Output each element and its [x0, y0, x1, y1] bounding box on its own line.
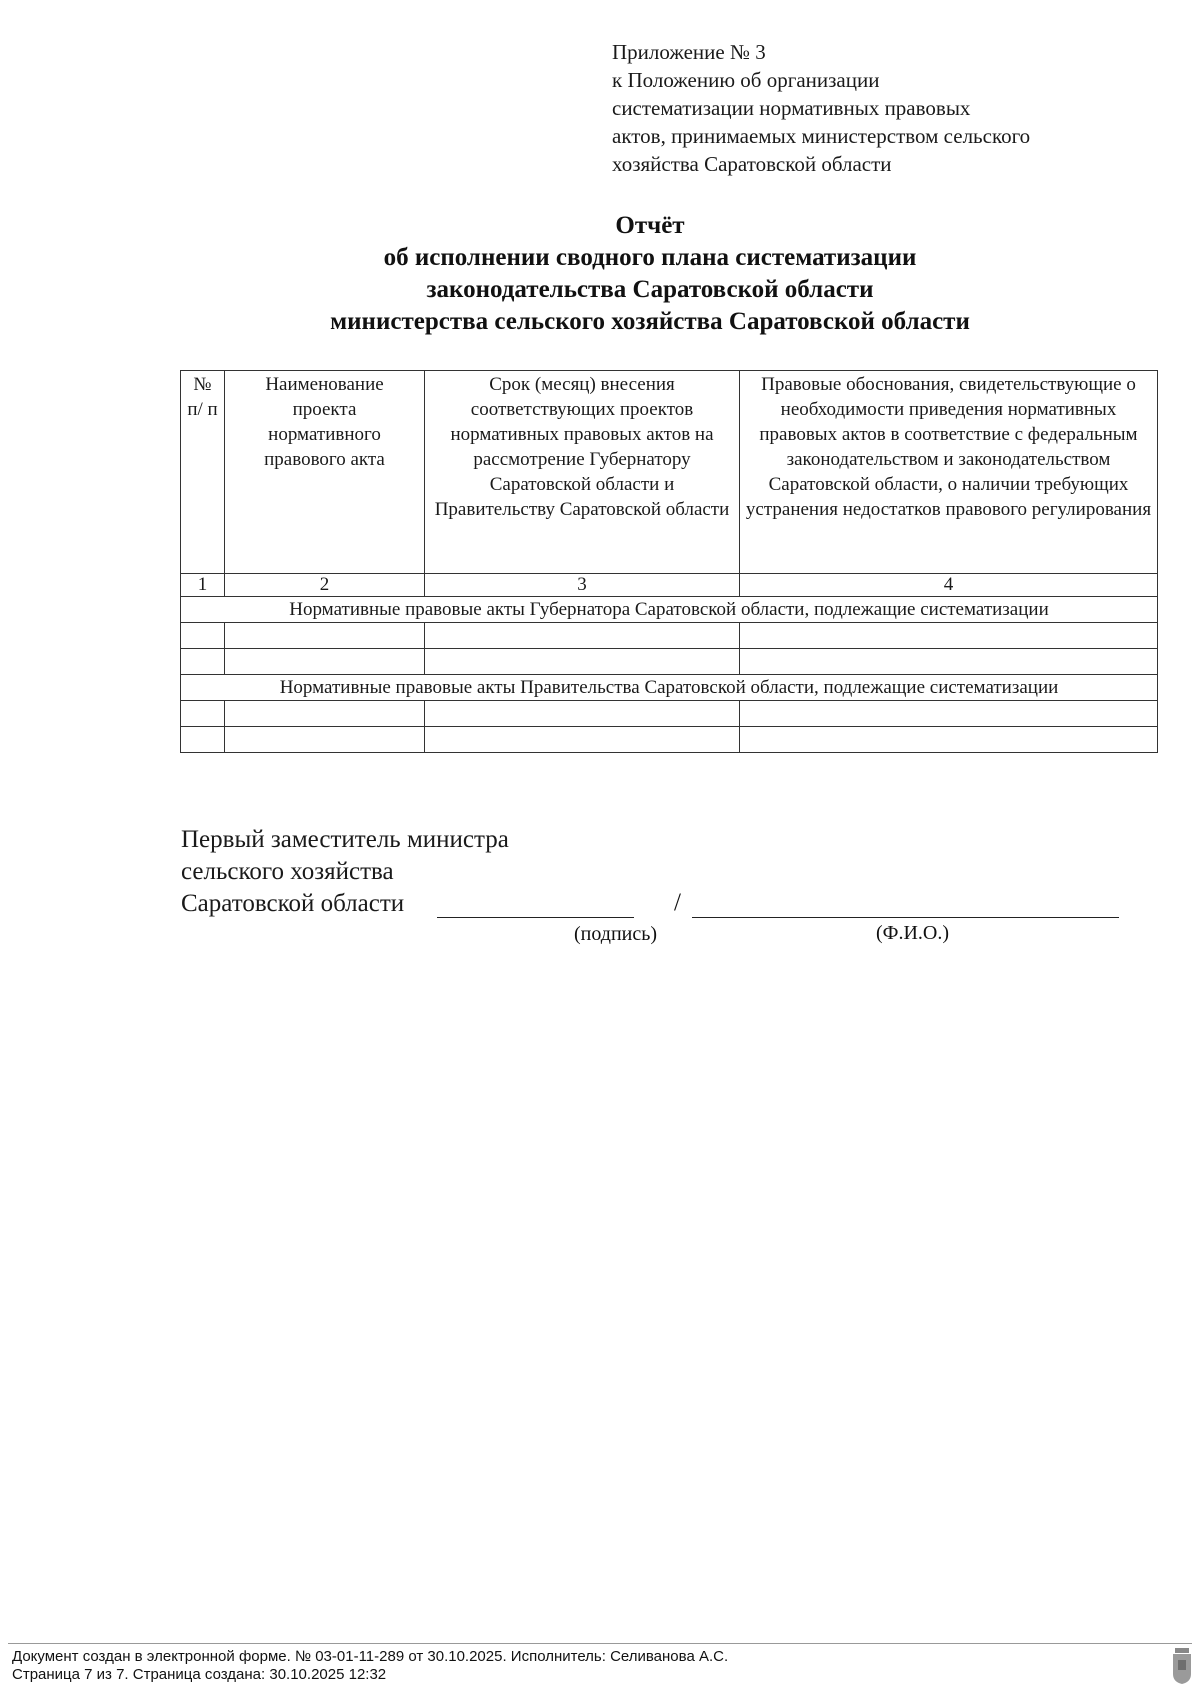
- title-line: законодательства Саратовской области: [426, 276, 874, 303]
- table-cell: [181, 649, 225, 675]
- annex-line: хозяйства Саратовской области: [612, 152, 892, 176]
- table-cell: [425, 727, 740, 753]
- signature-separator: /: [674, 889, 681, 916]
- full-name-line: [692, 917, 1119, 918]
- table-cell: [740, 649, 1158, 675]
- header-act-name: Наименование проекта нормативного правового акта: [225, 371, 425, 574]
- signature-caption: (подпись): [574, 923, 658, 945]
- column-number: 1: [181, 574, 225, 597]
- column-number: 4: [740, 574, 1158, 597]
- table-row: [181, 701, 1158, 727]
- title-line: об исполнении сводного плана систематизации: [383, 244, 917, 271]
- section-governor-row: [181, 597, 1158, 623]
- signature-block: [181, 824, 509, 920]
- coat-of-arms-icon: [1172, 1648, 1192, 1684]
- table-row: [181, 649, 1158, 675]
- column-number: 2: [225, 574, 425, 597]
- footer-page-info: Страница 7 из 7. Страница создана: 30.10.2025 12:32: [12, 1666, 387, 1683]
- column-number: 3: [425, 574, 740, 597]
- table-cell: [181, 623, 225, 649]
- table-header-row: [181, 371, 1158, 574]
- report-title: [180, 210, 1120, 338]
- table-cell: [181, 727, 225, 753]
- table-cell: [740, 727, 1158, 753]
- annex-line: к Положению об организации: [612, 68, 880, 92]
- signature-title-line: Саратовской области: [181, 890, 405, 917]
- table-cell: [425, 623, 740, 649]
- full-name-caption: (Ф.И.О.): [876, 922, 950, 944]
- annex-line: систематизации нормативных правовых: [612, 96, 971, 120]
- annex-header: [612, 38, 1030, 178]
- title-line: министерства сельского хозяйства Саратовской области: [330, 308, 970, 335]
- table-cell: [225, 649, 425, 675]
- header-legal-grounds: Правовые обоснования, свидетельствующие о необходимости приведения нормативных правовых актов в соответствие с федеральным законодательством и законодательством Саратовской области, о наличии требующих устранения недостатков правового регулирования: [740, 371, 1158, 574]
- header-deadline: Срок (месяц) внесения соответствующих проектов нормативных правовых актов на рассмотрение Губернатору Саратовской области и Правительству Саратовской области: [425, 371, 740, 574]
- title-line: Отчёт: [615, 212, 685, 239]
- table-row: [181, 727, 1158, 753]
- table-cell: [740, 623, 1158, 649]
- section-government-row: [181, 675, 1158, 701]
- annex-line: актов, принимаемых министерством сельского: [612, 124, 1031, 148]
- table-cell: [225, 623, 425, 649]
- table-row: [181, 623, 1158, 649]
- header-number: № п/ п: [181, 371, 225, 574]
- table-cell: [181, 701, 225, 727]
- footer-divider: [8, 1643, 1192, 1644]
- table-cell: [225, 727, 425, 753]
- signature-title-line: сельского хозяйства: [181, 858, 394, 885]
- column-number-row: [181, 574, 1158, 597]
- table-cell: [225, 701, 425, 727]
- annex-line: Приложение № 3: [612, 40, 766, 64]
- table-cell: [425, 649, 740, 675]
- electronic-document-footer: [12, 1648, 728, 1684]
- table-cell: [425, 701, 740, 727]
- systematization-plan-table: [180, 370, 1158, 753]
- signature-line: [437, 917, 634, 918]
- signature-title-line: Первый заместитель министра: [181, 826, 509, 853]
- table-cell: [740, 701, 1158, 727]
- footer-document-info: Документ создан в электронной форме. № 03-01-11-289 от 30.10.2025. Исполнитель: Селиванова А.С.: [12, 1648, 729, 1665]
- section-governor-title: Нормативные правовые акты Губернатора Саратовской области, подлежащие систематизации: [181, 597, 1158, 623]
- section-government-title: Нормативные правовые акты Правительства Саратовской области, подлежащие систематизации: [181, 675, 1158, 701]
